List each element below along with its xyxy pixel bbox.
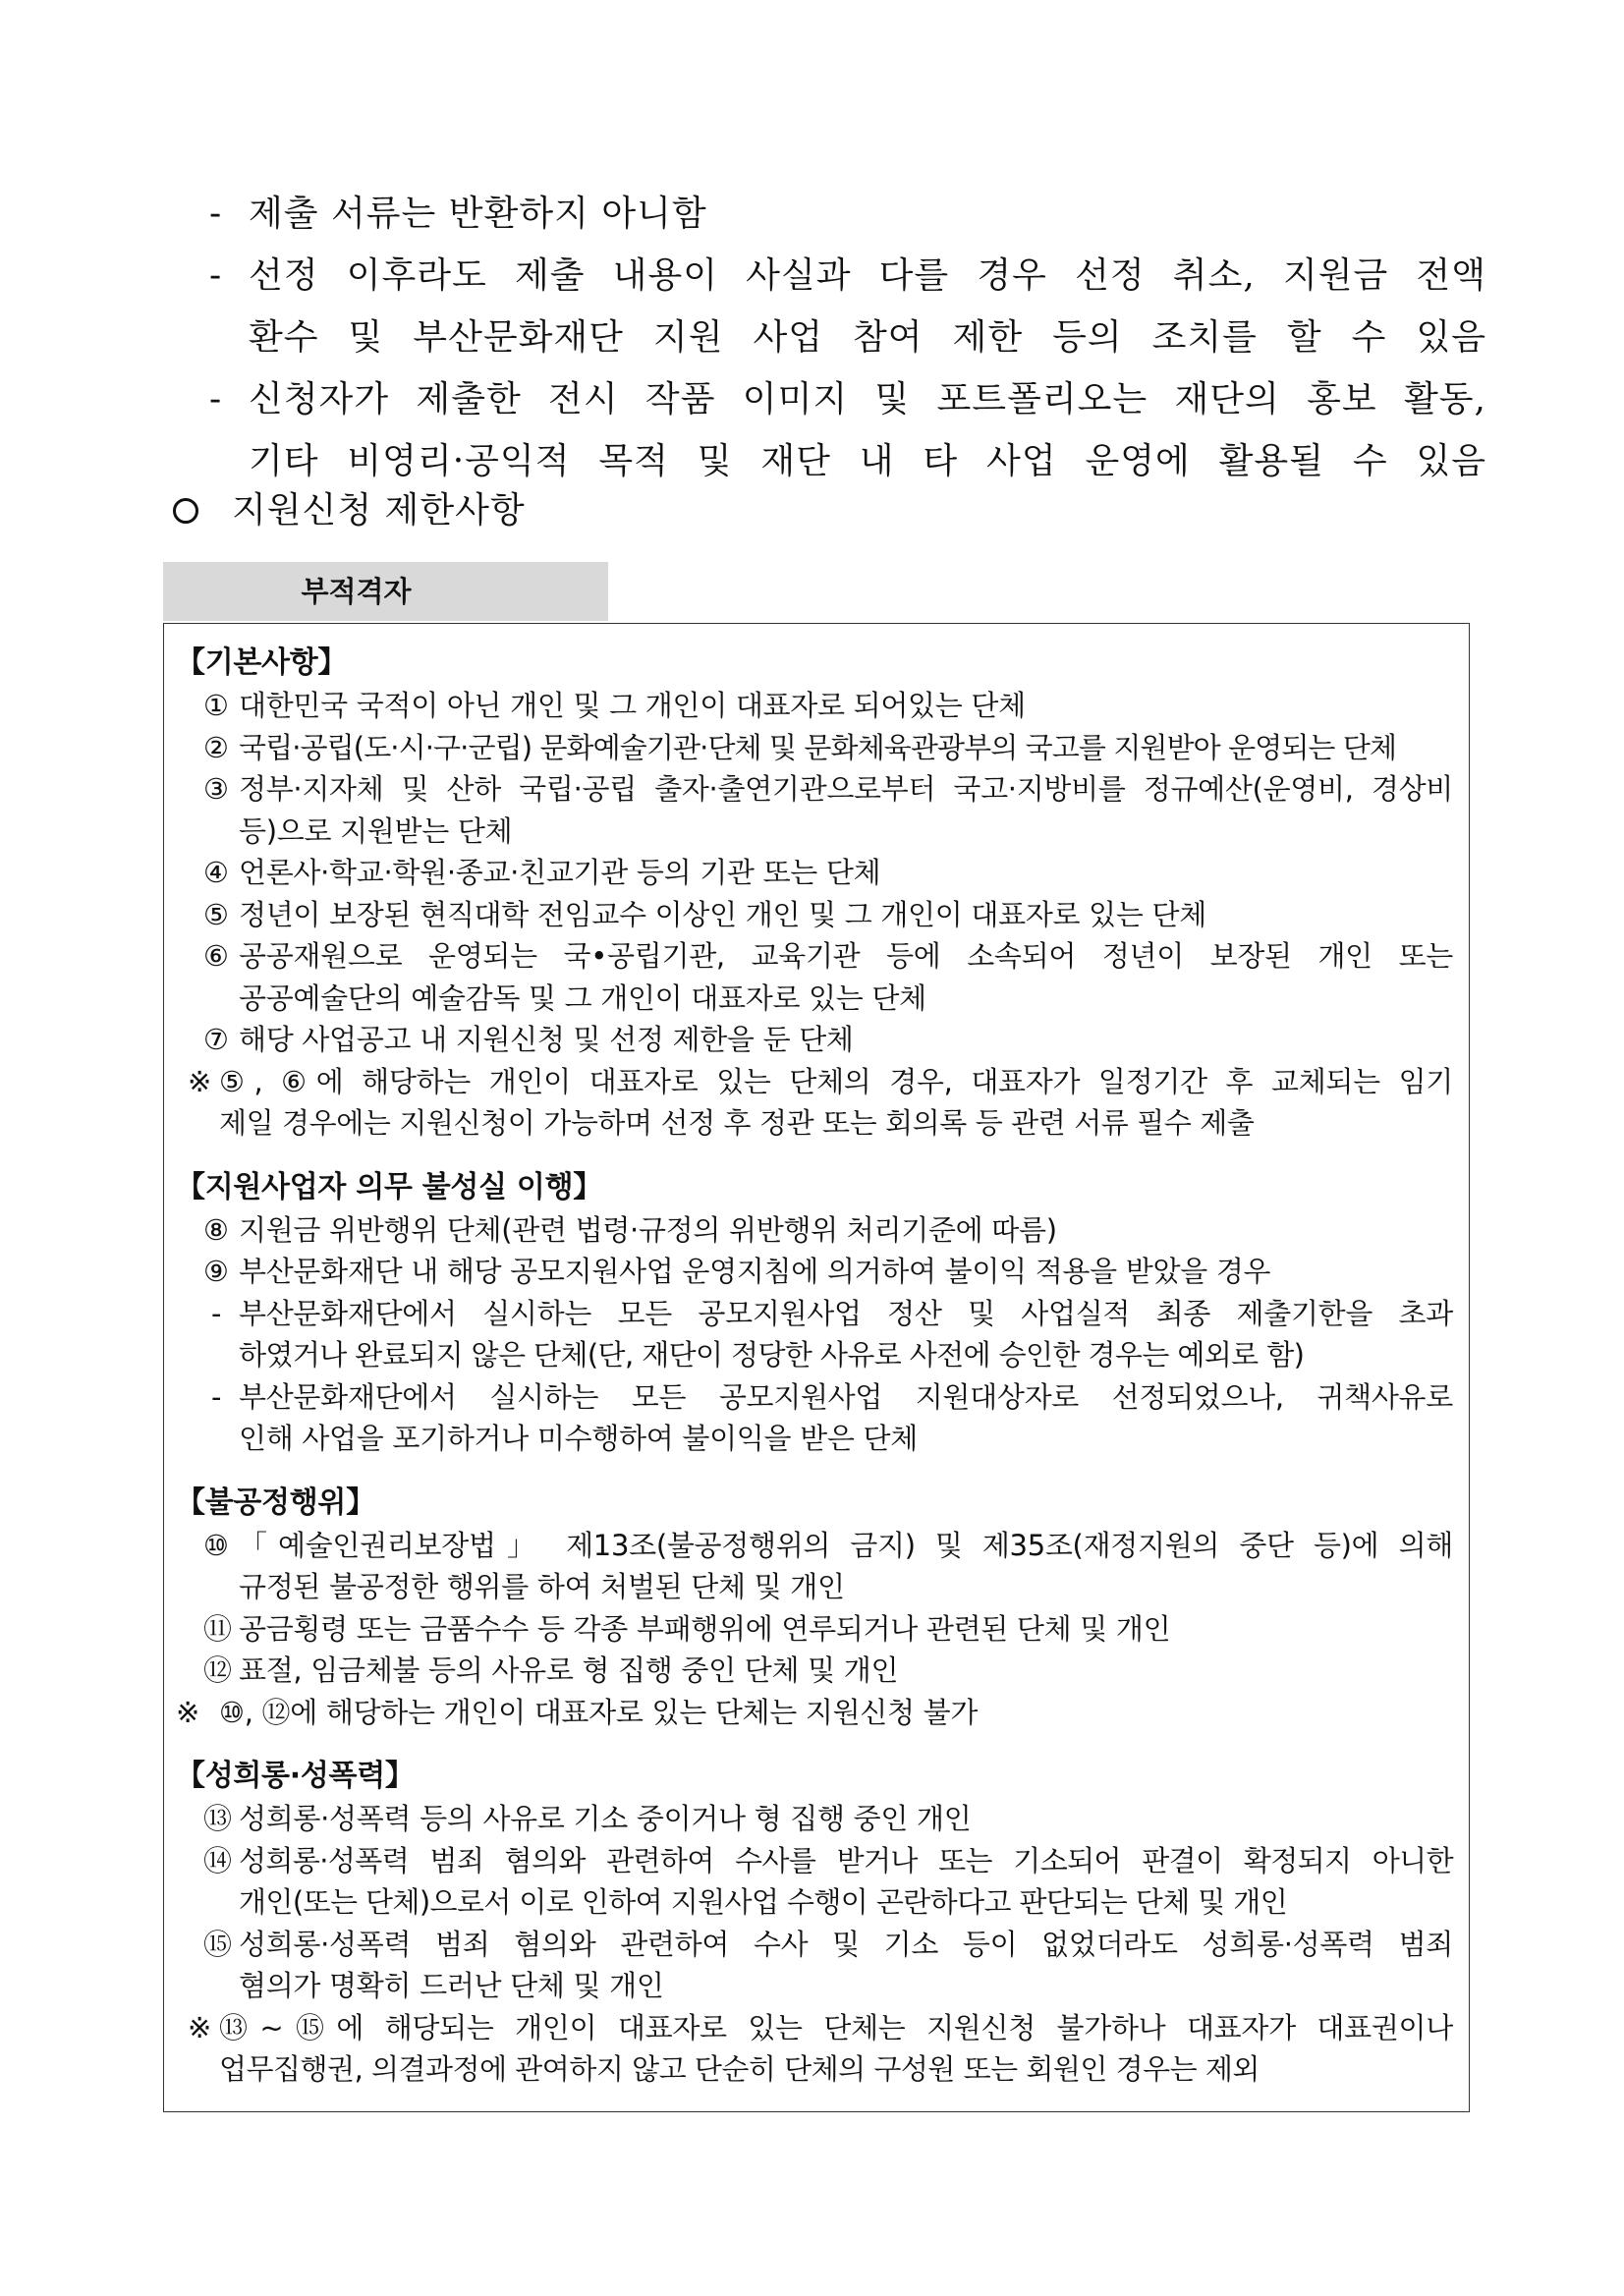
section-title-harassment: 【성희롱·성폭력】	[176, 1759, 415, 1793]
list-item: ⑭ 성희롱·성폭력 범죄 혐의와 관련하여 수사를 받거나 또는 기소되어 판결이 확정되지 아니한 개인(또는 단체)으로서 이로 인하여 지원사업 수행이 곤란하다고 판단되는 단체 및 개인	[203, 1843, 1453, 1919]
bullet-item: - 신청자가 제출한 전시 작품 이미지 및 포트폴리오는 재단의 홍보 활동, 기타 비영리·공익적 목적 및 재단 내 타 사업 운영에 활용될 수 있음	[209, 368, 1486, 492]
bullet-dash: -	[209, 255, 223, 296]
bullet-item: - 선정 이후라도 제출 내용이 사실과 다를 경우 선정 취소, 지원금 전액 환수 및 부산문화재단 지원 사업 참여 제한 등의 조치를 할 수 있음	[209, 245, 1486, 368]
list-item: ⑫ 표절, 임금체불 등의 사유로 형 집행 중인 단체 및 개인	[203, 1653, 899, 1687]
section-title-basic: 【기본사항】	[176, 645, 348, 680]
bullet-dash: -	[209, 379, 223, 420]
list-item: ⑨ 부산문화재단 내 해당 공모지원사업 운영지침에 의거하여 불이익 적용을 받았을 경우	[203, 1255, 1271, 1288]
list-item: ④ 언론사·학교·학원·종교·친교기관 등의 기관 또는 단체	[203, 856, 881, 889]
note: ※ ⑬~⑮에 해당되는 개인이 대표자로 있는 단체는 지원신청 불가하나 대표자가 대표권이나 업무집행권, 의결과정에 관여하지 않고 단순히 단체의 구성원 또는 회원인 경우는 제외	[188, 2010, 1453, 2086]
list-item: ⑥ 공공재원으로 운영되는 국•공립기관, 교육기관 등에 소속되어 정년이 보장된 개인 또는 공공예술단의 예술감독 및 그 개인이 대표자로 있는 단체	[203, 939, 1453, 1015]
list-item: ③ 정부·지자체 및 산하 국립·공립 출자·출연기관으로부터 국고·지방비를 정규예산(운영비, 경상비 등)으로 지원받는 단체	[203, 772, 1453, 848]
notice-bullets	[209, 183, 1486, 492]
restriction-box	[163, 623, 1470, 2112]
list-item: ① 대한민국 국적이 아닌 개인 및 그 개인이 대표자로 되어있는 단체	[203, 689, 1026, 722]
list-item: ⑦ 해당 사업공고 내 지원신청 및 선정 제한을 둔 단체	[203, 1023, 854, 1056]
list-item: ② 국립·공립(도·시·구·군립) 문화예술기관·단체 및 문화체육관광부의 국고를 지원받아 운영되는 단체	[203, 730, 1397, 764]
circle-bullet-icon	[173, 498, 198, 524]
sub-item: - 부산문화재단에서 실시하는 모든 공모지원사업 지원대상자로 선정되었으나, 귀책사유로 인해 사업을 포기하거나 미수행하여 불이익을 받은 단체	[211, 1379, 1453, 1455]
list-item: ⑪ 공금횡령 또는 금품수수 등 각종 부패행위에 연루되거나 관련된 단체 및 개인	[203, 1611, 1171, 1646]
note: ※ ⑤, ⑥에 해당하는 개인이 대표자로 있는 단체의 경우, 대표자가 일정기간 후 교체되는 임기 제일 경우에는 지원신청이 가능하며 선정 후 정관 또는 회의록 등 관련 서류 필수 제출	[188, 1064, 1453, 1140]
bullet-item: - 제출 서류는 반환하지 아니함	[209, 183, 1486, 245]
section-heading: 지원신청 제한사항	[173, 484, 526, 537]
list-item: ⑬ 성희롱·성폭력 등의 사유로 기소 중이거나 형 집행 중인 개인	[203, 1802, 972, 1835]
sub-item: - 부산문화재단에서 실시하는 모든 공모지원사업 정산 및 사업실적 최종 제출기한을 초과 하였거나 완료되지 않은 단체(단, 재단이 정당한 사유로 사전에 승인한 경우는 예외로 함)	[211, 1296, 1453, 1372]
list-item: ⑮ 성희롱·성폭력 범죄 혐의와 관련하여 수사 및 기소 등이 없었더라도 성희롱·성폭력 범죄 혐의가 명확히 드러난 단체 및 개인	[203, 1927, 1453, 2002]
ineligible-tab-label: 부적격자	[163, 562, 608, 621]
section-title-unfair: 【불공정행위】	[176, 1484, 375, 1520]
section-title-duty: 【지원사업자 의무 불성실 이행】	[176, 1169, 602, 1204]
bullet-dash: -	[209, 194, 223, 234]
note: ※ ⑩, ⑫에 해당하는 개인이 대표자로 있는 단체는 지원신청 불가	[176, 1695, 979, 1729]
list-item: ⑩ 「예술인권리보장법」 제13조(불공정행위의 금지) 및 제35조(재정지원의 중단 등)에 의해 규정된 불공정한 행위를 하여 처벌된 단체 및 개인	[203, 1528, 1453, 1603]
list-item: ⑧ 지원금 위반행위 단체(관련 법령·규정의 위반행위 처리기준에 따름)	[203, 1212, 1057, 1247]
list-item: ⑤ 정년이 보장된 현직대학 전임교수 이상인 개인 및 그 개인이 대표자로 있는 단체	[203, 897, 1206, 931]
